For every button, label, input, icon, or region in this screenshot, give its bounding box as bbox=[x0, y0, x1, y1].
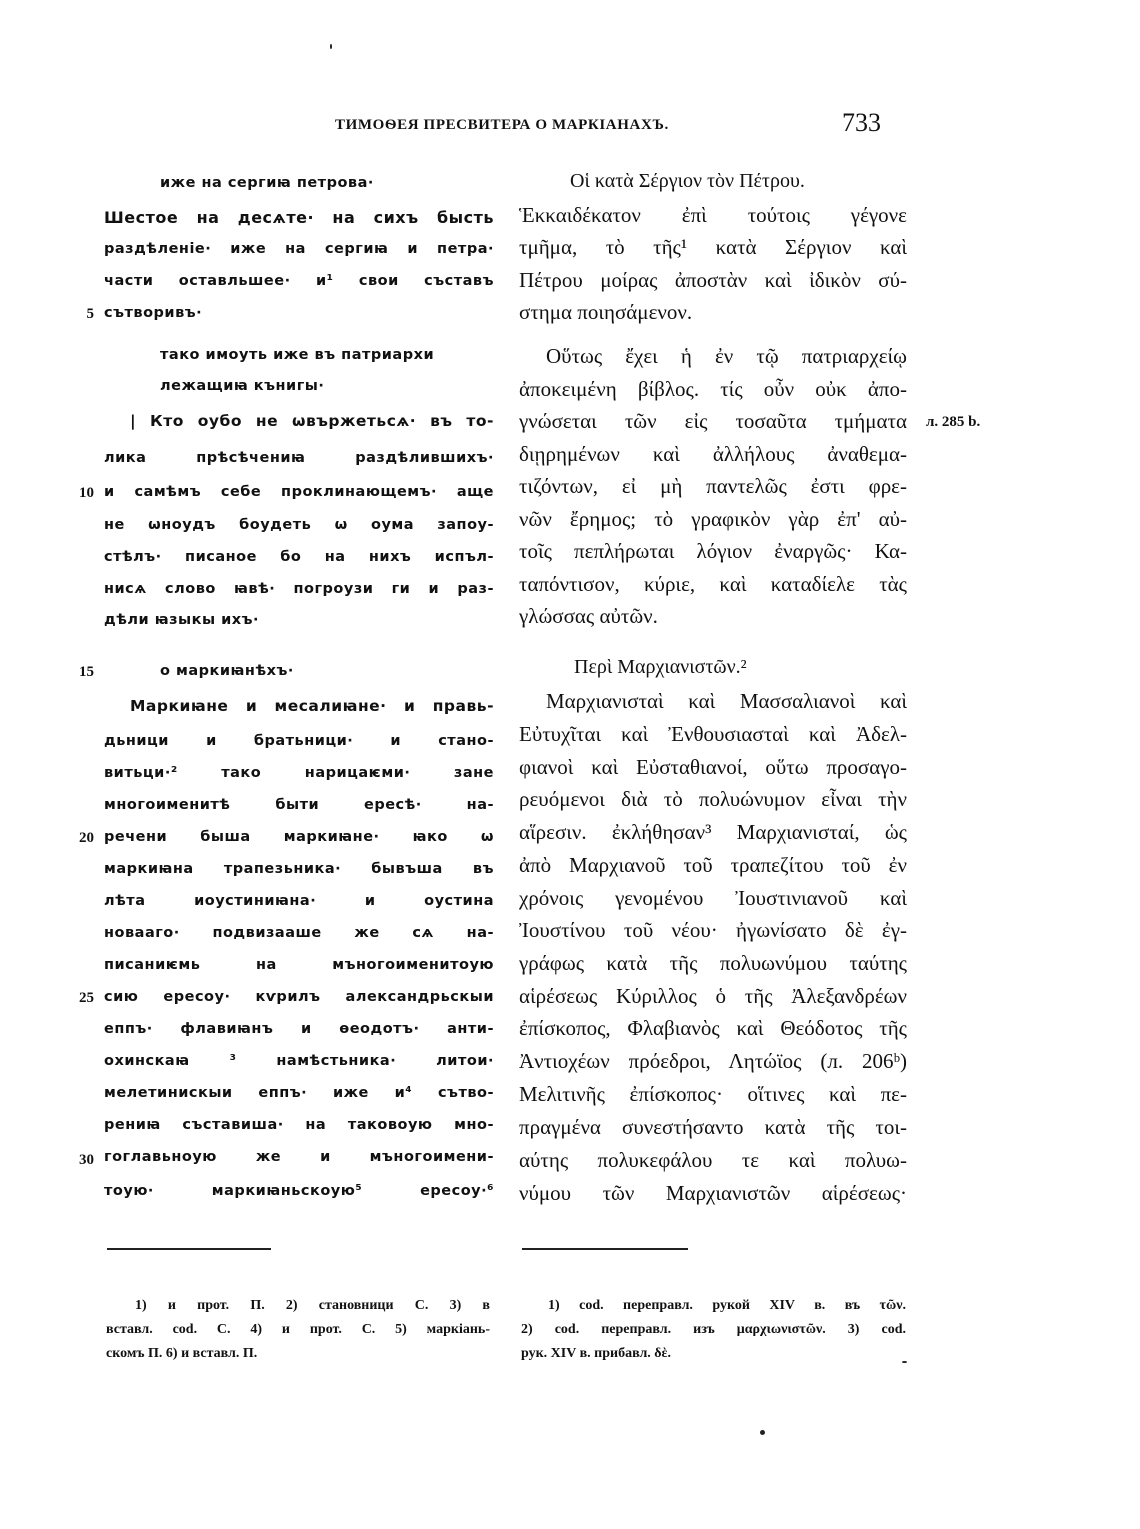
greek-line: ἐπίσκοπος, Φλαβιανὸς καὶ Θεόδοτος τῆς bbox=[519, 1016, 907, 1040]
slavonic-line: маркиꙗна трапезьника· бывъша въ bbox=[104, 861, 494, 877]
margin-folio-note: л. 285 b. bbox=[926, 414, 981, 430]
slavonic-line: гоглавьноую же и мъногоимени- bbox=[104, 1149, 494, 1165]
slavonic-line: стѣлъ· писаное бо на нихъ испъл- bbox=[104, 549, 494, 565]
slavonic-line: части оставльшее· и¹ свои съставъ bbox=[104, 273, 494, 289]
greek-line: στημα ποιησάμενον. bbox=[519, 300, 693, 324]
greek-line: Πέτρου μοίρας ἀποστὰν καὶ ἰδικὸν σύ- bbox=[519, 268, 907, 292]
page-number: 733 bbox=[842, 108, 881, 137]
greek-line: ἀπὸ Μαρχιανοῦ τοῦ τραπεζίτου τοῦ ἐν bbox=[519, 853, 907, 877]
footnote-line: рук. XIV в. прибавл. δὲ. bbox=[521, 1346, 672, 1361]
line-number: 30 bbox=[79, 1152, 94, 1168]
greek-line: αἵρεσιν. ἐκλήθησαν³ Μαρχιανισταί, ὡς bbox=[519, 820, 907, 844]
running-title: ТИМОѲЕЯ ПРЕСВИТЕРА О МАРКІАНАХЪ. bbox=[335, 117, 669, 133]
slavonic-line: сътворивъ· bbox=[104, 305, 203, 321]
footnote-rule-left bbox=[107, 1248, 271, 1250]
greek-line: πραγμένα συνεστήσαντο κατὰ τῆς τοι- bbox=[519, 1115, 907, 1139]
greek-heading: Οἱ κατὰ Σέργιον τὸν Πέτρου. bbox=[570, 170, 805, 192]
greek-line: φιανοὶ καὶ Εὐσταθιανοί, οὕτω προσαγο- bbox=[519, 755, 907, 779]
footnote-line: 1) cod. переправл. рукой XIV в. въ τῶν. bbox=[548, 1298, 906, 1313]
slavonic-line: речени быша маркиꙗне· ꙗко ѡ bbox=[104, 829, 494, 845]
greek-line: Ἑκκαιδέκατον ἐπὶ τούτοις γέγονε bbox=[519, 203, 907, 227]
slavonic-line: лѣта иоустиниꙗна· и оустина bbox=[104, 893, 494, 909]
slavonic-line: дѣли ꙗзыкы ихъ· bbox=[104, 612, 260, 628]
slavonic-line: рениꙗ съставиша· на таковоую мно- bbox=[104, 1117, 494, 1133]
greek-line: Ἀντιοχέων πρόεδροι, Λητώϊος (л. 206ᵇ) bbox=[519, 1049, 907, 1073]
slavonic-line: | Кто оубо не ѡвържетьсѧ· въ то- bbox=[130, 412, 494, 430]
greek-line: Οὕτως ἔχει ἡ ἐν τῷ πατριαρχείῳ bbox=[546, 344, 907, 368]
slavonic-line: Шестое на десѧте· на сихъ бысть bbox=[104, 208, 494, 227]
footnote-line: 1) и прот. П. 2) становници С. 3) в bbox=[135, 1298, 490, 1313]
greek-line: γράφως κατὰ τῆς πολυωνύμου ταύτης bbox=[519, 951, 907, 975]
greek-line: διῃρημένων καὶ ἀλλήλους ἀναθεμα- bbox=[519, 442, 907, 466]
scan-speck bbox=[330, 44, 332, 49]
greek-line: ταπόντισον, κύριε, καὶ καταδίελε τὰς bbox=[519, 572, 907, 596]
slavonic-line: Маркиꙗне и месалиꙗне· и правь- bbox=[130, 697, 494, 715]
line-number: 15 bbox=[79, 664, 94, 680]
slavonic-heading: иже на сергиꙗ петрова· bbox=[160, 175, 374, 191]
slavonic-line: охинскаꙗ ³ намѣстьника· литои· bbox=[104, 1053, 494, 1069]
slavonic-line: не ѡноудъ боудеть ѡ оума запоу- bbox=[104, 517, 494, 533]
footnote-line: вставл. cod. С. 4) и прот. С. 5) маркіань- bbox=[106, 1322, 490, 1337]
scan-speck bbox=[902, 1361, 907, 1363]
slavonic-line: многоименитѣ быти ересѣ· на- bbox=[104, 797, 494, 813]
footnote-line: скомъ П. 6) и вставл. П. bbox=[106, 1346, 258, 1361]
greek-line: νύμου τῶν Μαρχιανιστῶν αἱρέσεως· bbox=[519, 1181, 907, 1205]
scan-speck bbox=[760, 1430, 765, 1435]
greek-line: τοῖς πεπλήρωται λόγιον ἐναργῶς· Κα- bbox=[519, 539, 907, 563]
greek-line: γλώσσας αὐτῶν. bbox=[519, 604, 658, 628]
greek-line: τιζόντων, εἰ μὴ παντελῶς ἐστι φρε- bbox=[519, 474, 907, 498]
slavonic-line: и самѣмъ себе проклинающемъ· аще bbox=[104, 484, 494, 500]
slavonic-heading: тако имоуть иже въ патриархи bbox=[160, 347, 435, 363]
slavonic-line: писаниѥмь на мъногоименитоую bbox=[104, 957, 494, 973]
footnote-line: 2) cod. переправл. изъ μαρχιωνιστῶν. 3) cod. bbox=[521, 1322, 906, 1337]
line-number: 10 bbox=[79, 485, 94, 501]
greek-line: ρευόμενοι διὰ τὸ πολυώνυμον εἶναι τὴν bbox=[519, 787, 907, 811]
greek-line: γνώσεται τῶν εἰς τοσαῦτα τμήματα bbox=[519, 409, 907, 433]
line-number: 20 bbox=[79, 830, 94, 846]
greek-line: Ἰουστίνου τοῦ νέου· ἠγωνίσατο δὲ ἐγ- bbox=[519, 918, 907, 942]
slavonic-line: раздѣленіе· иже на сергиꙗ и петра· bbox=[104, 241, 494, 257]
slavonic-line: лика прѣсѣчениꙗ раздѣлившихъ· bbox=[104, 450, 494, 466]
greek-line: χρόνοις γενομένου Ἰουστινιανοῦ καὶ bbox=[519, 886, 907, 910]
slavonic-line: дьници и братьници· и стано- bbox=[104, 733, 494, 749]
slavonic-line: нисѧ слово ꙗвѣ· погроузи ги и раз- bbox=[104, 581, 494, 597]
slavonic-line: тоую· маркиꙗньскоую⁵ ересоу·⁶ bbox=[104, 1183, 494, 1199]
slavonic-line: новааго· подвизааше же сѧ на- bbox=[104, 925, 494, 941]
greek-line: Μελιτινῆς ἐπίσκοπος· οἵτινες καὶ πε- bbox=[519, 1082, 907, 1106]
greek-line: Μαρχιανισταὶ καὶ Μασσαλιανοὶ καὶ bbox=[546, 689, 907, 713]
greek-heading: Περὶ Μαρχιανιστῶν.² bbox=[574, 656, 747, 678]
slavonic-heading: лежащиꙗ кънигы· bbox=[160, 378, 325, 394]
footnote-rule-right bbox=[522, 1248, 688, 1250]
greek-line: Εὐτυχῖται καὶ Ἐνθουσιασταὶ καὶ Ἀδελ- bbox=[519, 722, 907, 746]
slavonic-line: мелетинискыи еппъ· иже и⁴ сътво- bbox=[104, 1085, 494, 1101]
slavonic-line: витьци·² тако нарицаѥми· зане bbox=[104, 765, 494, 781]
greek-line: ἀποκειμένη βίβλος. τίς οὖν οὐκ ἀπο- bbox=[519, 377, 907, 401]
greek-line: αύτης πολυκεφάλου τε καὶ πολυω- bbox=[519, 1148, 907, 1172]
greek-line: νῶν ἔρημος; τὸ γραφικὸν γὰρ ἐπ' αὐ- bbox=[519, 507, 907, 531]
slavonic-line: сию ересоу· кѵрилъ александрьскыи bbox=[104, 989, 494, 1005]
slavonic-heading: о маркиꙗнѣхъ· bbox=[160, 663, 294, 679]
line-number: 25 bbox=[79, 990, 94, 1006]
slavonic-line: еппъ· флавиꙗнъ и ѳеодотъ· анти- bbox=[104, 1021, 494, 1037]
line-number: 5 bbox=[86, 306, 94, 322]
greek-line: τμῆμα, τὸ τῆς¹ κατὰ Σέργιον καὶ bbox=[519, 235, 907, 259]
greek-line: αἱρέσεως Κύριλλος ὁ τῆς Ἀλεξανδρέων bbox=[519, 984, 907, 1008]
